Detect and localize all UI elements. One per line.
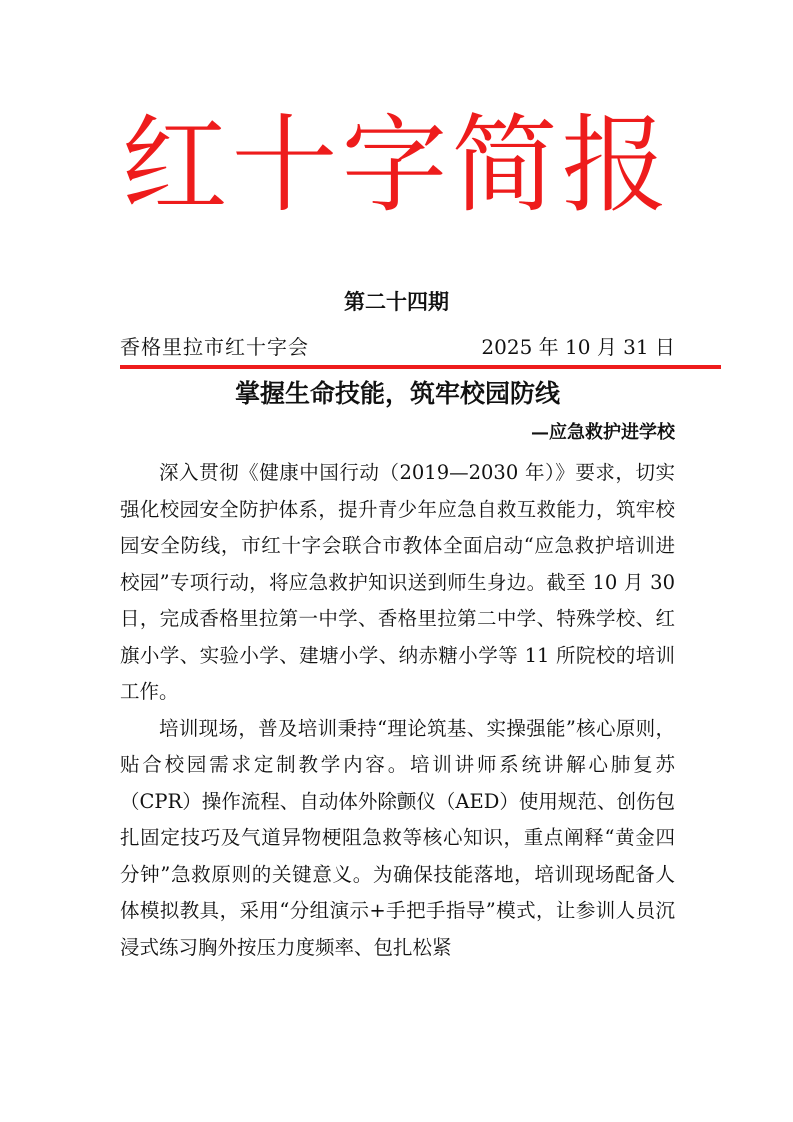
issue-number: 第二十四期 bbox=[344, 289, 449, 314]
article-body bbox=[120, 455, 675, 966]
article-title: 掌握生命技能，筑牢校园防线 bbox=[234, 379, 560, 408]
issue-date: 2025 年 10 月 31 日 bbox=[481, 335, 675, 359]
red-divider-rule bbox=[120, 365, 721, 369]
meta-row bbox=[120, 332, 675, 362]
organization-name: 香格里拉市红十字会 bbox=[120, 335, 309, 359]
article-subtitle: —应急救护进学校 bbox=[531, 422, 675, 443]
masthead-title: 红十字简报 bbox=[121, 104, 672, 227]
article-paragraph: 培训现场，普及培训秉持“理论筑基、实操强能”核心原则，贴合校园需求定制教学内容。培训讲师系统讲解心肺复苏（CPR）操作流程、自动体外除颤仪（AED）使用规范、创伤包扎固定技巧及气道异物梗阻急救等核心知识，重点阐释“黄金四分钟”急救原则的关键意义。为确保技能落地，培训现场配备人体模拟教具，采用“分组演示+手把手指导”模式，让参训人员沉浸式练习胸外按压力度频率、包扎松紧 bbox=[120, 716, 675, 959]
article-paragraph: 深入贯彻《健康中国行动（2019—2030 年）》要求，切实强化校园安全防护体系，提升青少年应急自救互救能力，筑牢校园安全防线，市红十字会联合市教体全面启动“应急救护培训进校园”专项行动，将应急救护知识送到师生身边。截至 10 月 30 日，完成香格里拉第一中学、香格里拉第二中学、特殊学校、红旗小学、实验小学、建塘小学、纳赤糖小学等 11 所院校的培训工作。 bbox=[120, 461, 675, 703]
